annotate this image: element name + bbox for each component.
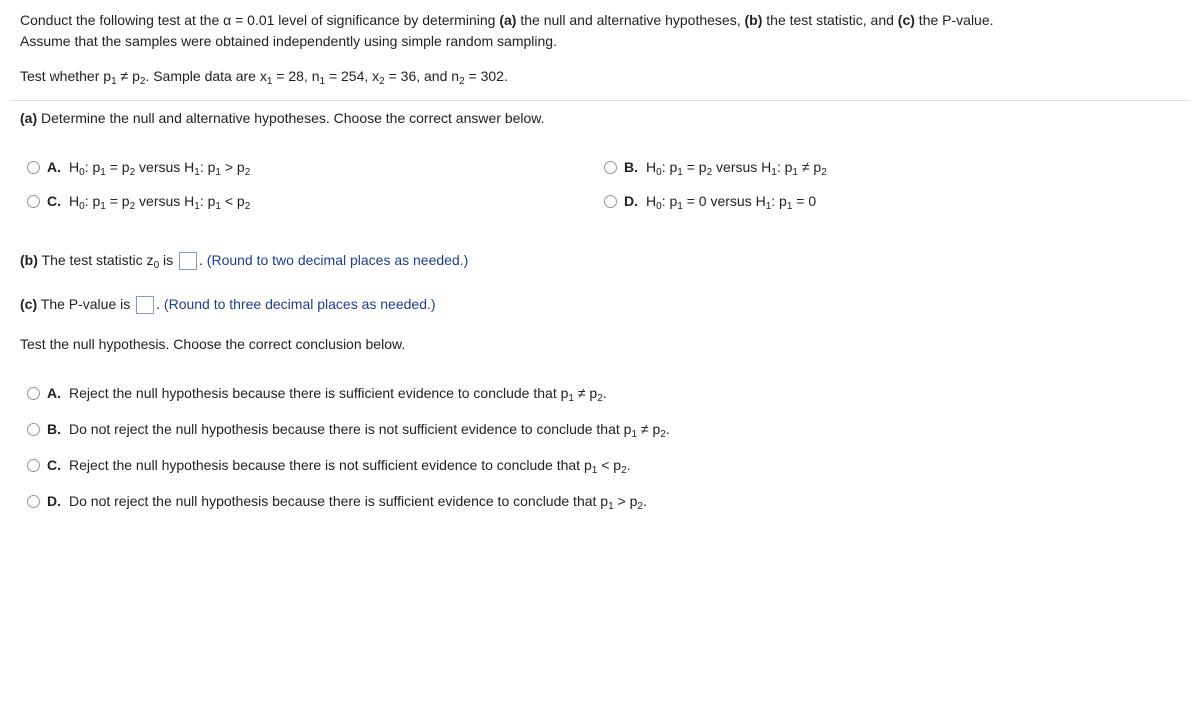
part-b-text: is [159,252,174,268]
intro-assumption: Assume that the samples were obtained independently using simple random sampling. [20,33,557,49]
c-text: Reject the null hypothesis because there is sufficient evidence to conclude that p [69,385,569,401]
subscript: 1 [771,167,777,178]
test-text: . Sample data are x [145,68,267,84]
hypothesis-option-a[interactable] [27,159,251,178]
option-text [69,457,631,476]
option-letter: A. [47,159,61,175]
radio-button[interactable] [27,459,40,472]
part-a-text: Determine the null and alternative hypotheses. Choose the correct answer below. [37,110,545,126]
rounding-hint: (Round to three decimal places as needed.) [163,296,436,312]
subscript: 1 [100,167,106,178]
subscript: 2 [660,429,666,440]
radio-button[interactable] [27,423,40,436]
c-text: . [665,421,670,437]
option-text [69,159,251,178]
c-text: . [602,385,607,401]
subscript: 1 [765,201,772,212]
conclusion-prompt: Test the null hypothesis. Choose the correct conclusion below. [20,336,406,352]
option-text [69,493,647,512]
c-text: . [626,457,631,473]
subscript: 1 [677,201,683,212]
rounding-hint: (Round to two decimal places as needed.) [206,252,469,268]
h-text: H [646,159,657,175]
subscript: 2 [597,393,603,404]
subscript: 2 [459,76,465,87]
option-letter: A. [47,385,61,401]
subscript: 2 [244,201,251,212]
p-value-input[interactable] [136,296,154,314]
conclusion-option-a[interactable] [27,385,607,404]
radio-button[interactable] [27,387,40,400]
subscript: 2 [139,76,146,87]
hypothesis-option-d[interactable] [604,193,817,212]
intro-text: the P-value. [914,12,994,28]
test-text: = 36, and n [384,68,460,84]
option-text [646,159,827,178]
c-text: Do not reject the null hypothesis because there is sufficient evidence to conclude that p [69,493,609,509]
test-text: Test whether p [20,68,112,84]
c-text: > p [613,493,638,509]
h-text: : p [771,193,787,209]
c-text: ≠ p [637,421,661,437]
test-statistic-input[interactable] [179,252,197,270]
h-text: = 0 [792,193,817,209]
test-text: = 302. [464,68,508,84]
radio-button[interactable] [27,495,40,508]
h-text: versus H [712,159,772,175]
subscript: 1 [591,465,598,476]
h-text: : p [199,193,216,209]
part-a-prompt [20,108,545,128]
c-text: < p [597,457,622,473]
subscript: 2 [821,167,827,178]
h-text: H [69,159,80,175]
h-text: H [646,193,657,209]
subscript: 0 [656,167,662,178]
hypothesis-option-b[interactable] [604,159,827,178]
subscript: 1 [608,501,614,512]
h-text: = p [105,193,130,209]
h-text: versus H [706,193,766,209]
h-text: : p [199,159,216,175]
subscript: 0 [153,260,160,271]
part-a-tag: (a) [20,110,38,126]
radio-button[interactable] [27,195,40,208]
radio-button[interactable] [27,161,40,174]
subscript: 2 [379,76,385,87]
h-text: : p [661,193,678,209]
subscript: 2 [244,167,251,178]
part-c-ref: (c) [897,12,915,28]
subscript: 1 [568,393,574,404]
c-text: Reject the null hypothesis because there is not sufficient evidence to conclude that p [69,457,592,473]
subscript: 1 [194,167,200,178]
subscript: 1 [792,167,798,178]
h-text: : p [84,159,101,175]
h-text: versus H [135,159,195,175]
h-text: versus H [135,193,195,209]
option-text [69,385,607,404]
subscript: 1 [215,201,221,212]
c-text: ≠ p [573,385,598,401]
option-text [69,421,670,440]
subscript: 1 [111,76,117,87]
subscript: 1 [194,201,200,212]
intro-text: Conduct the following test at the α = 0.01 level of significance by determining [20,12,500,28]
part-a-ref: (a) [499,12,517,28]
subscript: 2 [706,167,713,178]
subscript: 1 [215,167,221,178]
c-text: Do not reject the null hypothesis because there is not sufficient evidence to conclude that p [69,421,632,437]
subscript: 2 [129,201,136,212]
section-divider [10,100,1188,101]
h-text: : p [661,159,678,175]
h-text: = p [105,159,130,175]
h-text: H [69,193,80,209]
subscript: 2 [129,167,136,178]
option-letter: C. [47,457,61,473]
h-text: = p [682,159,707,175]
option-letter: B. [47,421,61,437]
part-c-text: The P-value is [37,296,131,312]
conclusion-option-d[interactable] [27,493,647,512]
part-c-prompt: (c) The P-value is . (Round to three decimal places as needed.) [20,296,436,312]
h-text: = 0 [682,193,707,209]
subscript: 1 [100,201,106,212]
subscript: 1 [319,76,326,87]
intro-text: the test statistic, and [762,12,898,28]
part-b-text: The test statistic z [37,252,154,268]
option-letter: D. [624,193,638,209]
h-text: : p [776,159,793,175]
conclusion-option-b[interactable] [27,421,670,440]
intro-text: the null and alternative hypotheses, [516,12,745,28]
subscript: 2 [621,465,627,476]
option-letter: B. [624,159,638,175]
subscript: 0 [79,167,85,178]
part-c-tag: (c) [20,296,38,312]
subscript: 1 [677,167,683,178]
test-text: = 254, x [325,68,380,84]
h-text: ≠ p [797,159,822,175]
test-text: ≠ p [116,68,140,84]
part-b-ref: (b) [744,12,763,28]
option-letter: D. [47,493,61,509]
subscript: 1 [266,76,273,87]
h-text: : p [84,193,101,209]
part-b-prompt: (b) The test statistic $z_0$ is . (Round to two decimal places as needed.) [20,252,469,271]
conclusion-option-c[interactable] [27,457,631,476]
option-text [69,193,251,212]
option-text [646,193,817,212]
part-b-tag: (b) [20,252,38,268]
subscript: 0 [656,201,662,212]
c-text: . [642,493,647,509]
test-description [20,66,508,86]
radio-button[interactable] [604,195,617,208]
h-text: < p [220,193,245,209]
subscript: 1 [631,429,637,440]
option-letter: C. [47,193,61,209]
radio-button[interactable] [604,161,617,174]
question-intro [20,10,1180,52]
h-text: > p [220,159,245,175]
subscript: 1 [786,201,793,212]
test-text: = 28, n [272,68,320,84]
hypothesis-option-c[interactable] [27,193,251,212]
subscript: 2 [637,501,643,512]
subscript: 0 [79,201,85,212]
